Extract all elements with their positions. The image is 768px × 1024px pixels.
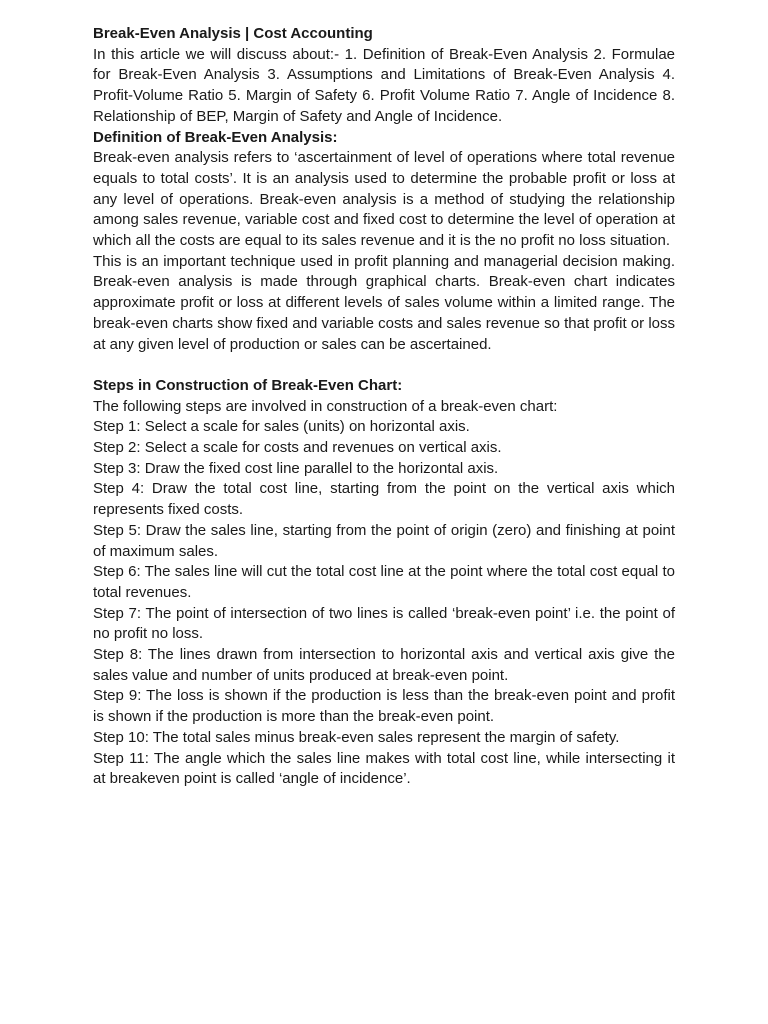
steps-intro: The following steps are involved in construction of a break-even chart: (93, 397, 558, 415)
steps-heading: Steps in Construction of Break-Even Chart: (93, 376, 403, 394)
step-item: Step 3: Draw the fixed cost line parallel to the horizontal axis. (93, 459, 499, 477)
step-item: Step 7: The point of intersection of two lines is called ‘break-even point’ i.e. the point of no profit no loss. (93, 604, 675, 643)
step-item: Step 1: Select a scale for sales (units) on horizontal axis. (93, 418, 470, 436)
step-item: Step 4: Draw the total cost line, starting from the point on the vertical axis which represents fixed costs. (93, 480, 675, 519)
intro-paragraph: In this article we will discuss about:- 1. Definition of Break-Even Analysis 2. Formulae for Break-Even Analysis 3. Assumptions and Limitations of Break-Even Analysis 4. Profit-Volume Ratio 5. Margin of Safety 6. Profit Volume Ratio 7. Angle of Incidence 8. Relationship of BEP, Margin of Safety and Angle of Incidence. (93, 45, 675, 125)
section-spacer (93, 355, 675, 376)
definition-paragraph: Break-even analysis refers to ‘ascertainment of level of operations where total revenue equals to total costs’. It is an analysis used to determine the probable profit or loss at any level of operations. Break-even analysis is a method of studying the relationship among sales revenue, variable cost and fixed cost to determine the level of operation at which all the costs are equal to its sales revenue and it is the no profit no loss situation. (93, 149, 675, 250)
document-page (93, 24, 675, 790)
step-item: Step 11: The angle which the sales line makes with total cost line, while intersecting it at breakeven point is called ‘angle of incidence’. (93, 749, 675, 788)
step-item: Step 5: Draw the sales line, starting from the point of origin (zero) and finishing at point of maximum sales. (93, 521, 675, 560)
step-item: Step 8: The lines drawn from intersection to horizontal axis and vertical axis give the sales value and number of units produced at break-even point. (93, 646, 675, 684)
document-title: Break-Even Analysis | Cost Accounting (93, 25, 373, 42)
definition-heading: Definition of Break-Even Analysis: (93, 128, 338, 146)
step-item: Step 9: The loss is shown if the production is less than the break-even point and profit is shown if the production is more than the break-even point. (93, 687, 675, 726)
step-item: Step 2: Select a scale for costs and revenues on vertical axis. (93, 439, 502, 457)
step-item: Step 6: The sales line will cut the total cost line at the point where the total cost equal to total revenues. (93, 563, 675, 601)
technique-paragraph: This is an important technique used in profit planning and managerial decision making. Break-even analysis is made through graphical charts. Break-even chart indicates approximate profit or loss at different levels of sales volume within a limited range. The break-even charts show fixed and variable costs and sales revenue so that profit or loss at any given level of production or sales can be ascertained. (93, 252, 675, 353)
step-item: Step 10: The total sales minus break-even sales represent the margin of safety. (93, 728, 620, 746)
